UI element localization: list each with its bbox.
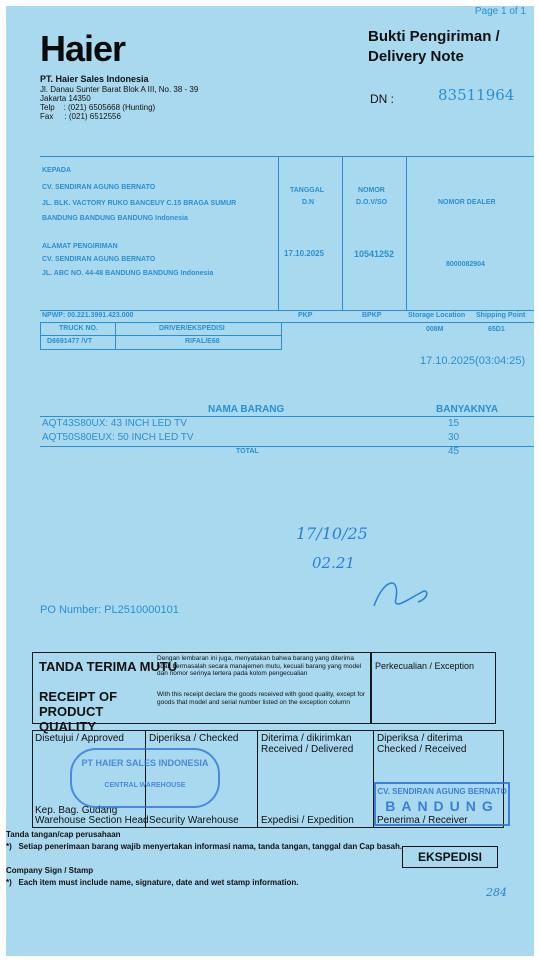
shipping-value: 65D1 <box>488 326 505 333</box>
items-header-banyaknya: BANYAKNYA <box>436 404 499 415</box>
item-row-1-name: AQT43S80UX: 43 INCH LED TV <box>42 418 187 429</box>
exception-label: Perkecualian / Exception <box>375 661 475 671</box>
sig-approved-role-2: Warehouse Section Head <box>35 815 149 826</box>
items-total-line <box>40 446 534 447</box>
tanggal-label: TANGGAL <box>290 187 325 194</box>
sig-delivered-label: Diterima / dikirimkan Received / Delivered <box>261 733 354 755</box>
alamat-name: CV. SENDIRAN AGUNG BERNATO <box>42 256 156 263</box>
address-block <box>40 157 279 310</box>
truck-col-divider <box>115 323 116 349</box>
page-indicator: Page 1 of 1 <box>474 6 526 17</box>
tanda-terima-title: TANDA TERIMA MUTU <box>39 659 178 674</box>
sig-approved-role-1: Kep. Bag. Gudang <box>35 805 118 816</box>
print-timestamp: 17.10.2025(03:04:25) <box>420 355 526 367</box>
nomor-sub: D.O.V/SO <box>356 199 388 206</box>
items-header-line <box>40 416 534 417</box>
po-number: PO Number: PL2510000101 <box>40 604 179 616</box>
haier-stamp-text-1: PT HAIER SALES INDONESIA <box>81 758 209 768</box>
company-name: PT. Haier Sales Indonesia <box>40 74 149 84</box>
item-row-2-name: AQT50S80EUX: 50 INCH LED TV <box>42 432 194 443</box>
total-label: TOTAL <box>236 448 259 455</box>
handwritten-signature <box>366 568 436 618</box>
haier-logo: Haier <box>40 28 126 69</box>
kepada-label: KEPADA <box>42 167 72 174</box>
pkp-label: PKP <box>298 312 313 319</box>
receipt-quality-title: RECEIPT OF PRODUCT QUALITY <box>39 689 118 734</box>
tanggal-sub: D.N <box>302 199 315 206</box>
dn-label: DN : <box>370 92 394 106</box>
items-table <box>40 400 534 460</box>
sig-received-label: Diperiksa / diterima Checked / Received <box>377 733 467 755</box>
company-address-1: Jl. Danau Sunter Barat Blok A III, No. 38 - 39 <box>40 85 199 94</box>
kepada-address-2: BANDUNG BANDUNG BANDUNG Indonesia <box>42 215 188 222</box>
truck-table <box>40 322 282 350</box>
nomor-label: NOMOR <box>358 187 385 194</box>
info-table <box>40 156 534 311</box>
tanggal-col <box>278 157 343 310</box>
sig-delivered-role: Expedisi / Expedition <box>261 815 354 826</box>
storage-label: Storage Location <box>408 312 466 319</box>
npwp: NPWP: 00.221.3991.423.000 <box>42 312 134 319</box>
ekspedisi-box: EKSPEDISI <box>402 846 498 868</box>
alamat-address: JL. ABC NO. 44-48 BANDUNG BANDUNG Indonesia <box>42 270 214 277</box>
cv-stamp-text-2: BANDUNG <box>385 798 499 814</box>
receipt-quality-text: With this receipt declare the goods received with good quality, except for goods that model and serial number listed on the exception column <box>157 691 365 706</box>
tanda-terima-text: Dengan lembaran ini juga, menyatakan bahwa barang yang diterima tidak bermasalah secara manajemen mutu, kecuali barang yang model dan nomor serinya tertera pada kolom pengecualian <box>157 655 362 677</box>
truck-label: TRUCK NO. <box>59 325 98 332</box>
total-value: 45 <box>448 446 460 457</box>
doc-title-2: Delivery Note <box>368 48 464 65</box>
haier-warehouse-stamp <box>70 748 220 808</box>
dn-value: 83511964 <box>438 86 515 104</box>
handwritten-date: 17/10/25 <box>296 524 368 543</box>
footer-line-1: Tanda tangan/cap perusahaan <box>6 830 121 839</box>
items-header-nama: NAMA BARANG <box>208 404 285 415</box>
delivery-note-paper <box>6 6 534 956</box>
exception-box <box>370 652 496 724</box>
page-number-handwritten: 284 <box>486 886 507 899</box>
haier-stamp-text-2: CENTRAL WAREHOUSE <box>104 782 186 789</box>
footer-line-3: Company Sign / Stamp <box>6 866 94 875</box>
kepada-name: CV. SENDIRAN AGUNG BERNATO <box>42 184 156 191</box>
footer-line-4: *) Each item must include name, signature, date and wet stamp information. <box>6 878 299 887</box>
nomor-col <box>342 157 407 310</box>
handwritten-time: 02.21 <box>312 554 355 572</box>
cv-stamp-text-1: CV. SENDIRAN AGUNG BERNATO <box>377 787 507 796</box>
item-row-1-qty: 15 <box>448 418 460 429</box>
bpkp-label: BPKP <box>362 312 382 319</box>
dealer-label: NOMOR DEALER <box>438 199 496 206</box>
storage-value: 008M <box>426 326 444 333</box>
shipping-label: Shipping Point <box>476 312 526 319</box>
truck-divider <box>41 335 281 336</box>
doc-title-1: Bukti Pengiriman / <box>368 28 500 45</box>
driver-label: DRIVER/EKSPEDISI <box>159 325 225 332</box>
nomor-value: 10541252 <box>354 249 395 259</box>
sig-checked-label: Diperiksa / Checked <box>149 733 239 744</box>
footer-line-2: *) Setiap penerimaan barang wajib menyertakan informasi nama, tanda tangan, tanggal dan Cap basah. <box>6 842 403 851</box>
cv-receiver-stamp <box>374 782 510 826</box>
dealer-col <box>406 157 534 310</box>
kepada-address-1: JL. BLK. VACTORY RUKO BANCEUY C.15 BRAGA SUMUR <box>42 200 237 207</box>
sig-approved-label: Disetujui / Approved <box>35 733 124 744</box>
receipt-box <box>32 652 372 734</box>
company-telp: Telp : (021) 6505668 (Hunting) <box>40 103 156 112</box>
item-row-2-qty: 30 <box>448 432 460 443</box>
truck-value: D8691477 /VT <box>47 338 93 345</box>
dealer-value: 8000082904 <box>446 261 485 268</box>
company-fax: Fax : (021) 6512556 <box>40 112 121 121</box>
sig-received-role: Penerima / Receiver <box>377 815 468 826</box>
company-address-2: Jakarta 14350 <box>40 94 91 103</box>
sig-divider-2 <box>257 731 258 827</box>
sig-checked-role: Security Warehouse <box>149 815 239 826</box>
driver-value: RIFAL/E68 <box>185 338 220 345</box>
tanggal-value: 17.10.2025 <box>284 249 325 258</box>
alamat-label: ALAMAT PENGIRIMAN <box>42 243 118 250</box>
